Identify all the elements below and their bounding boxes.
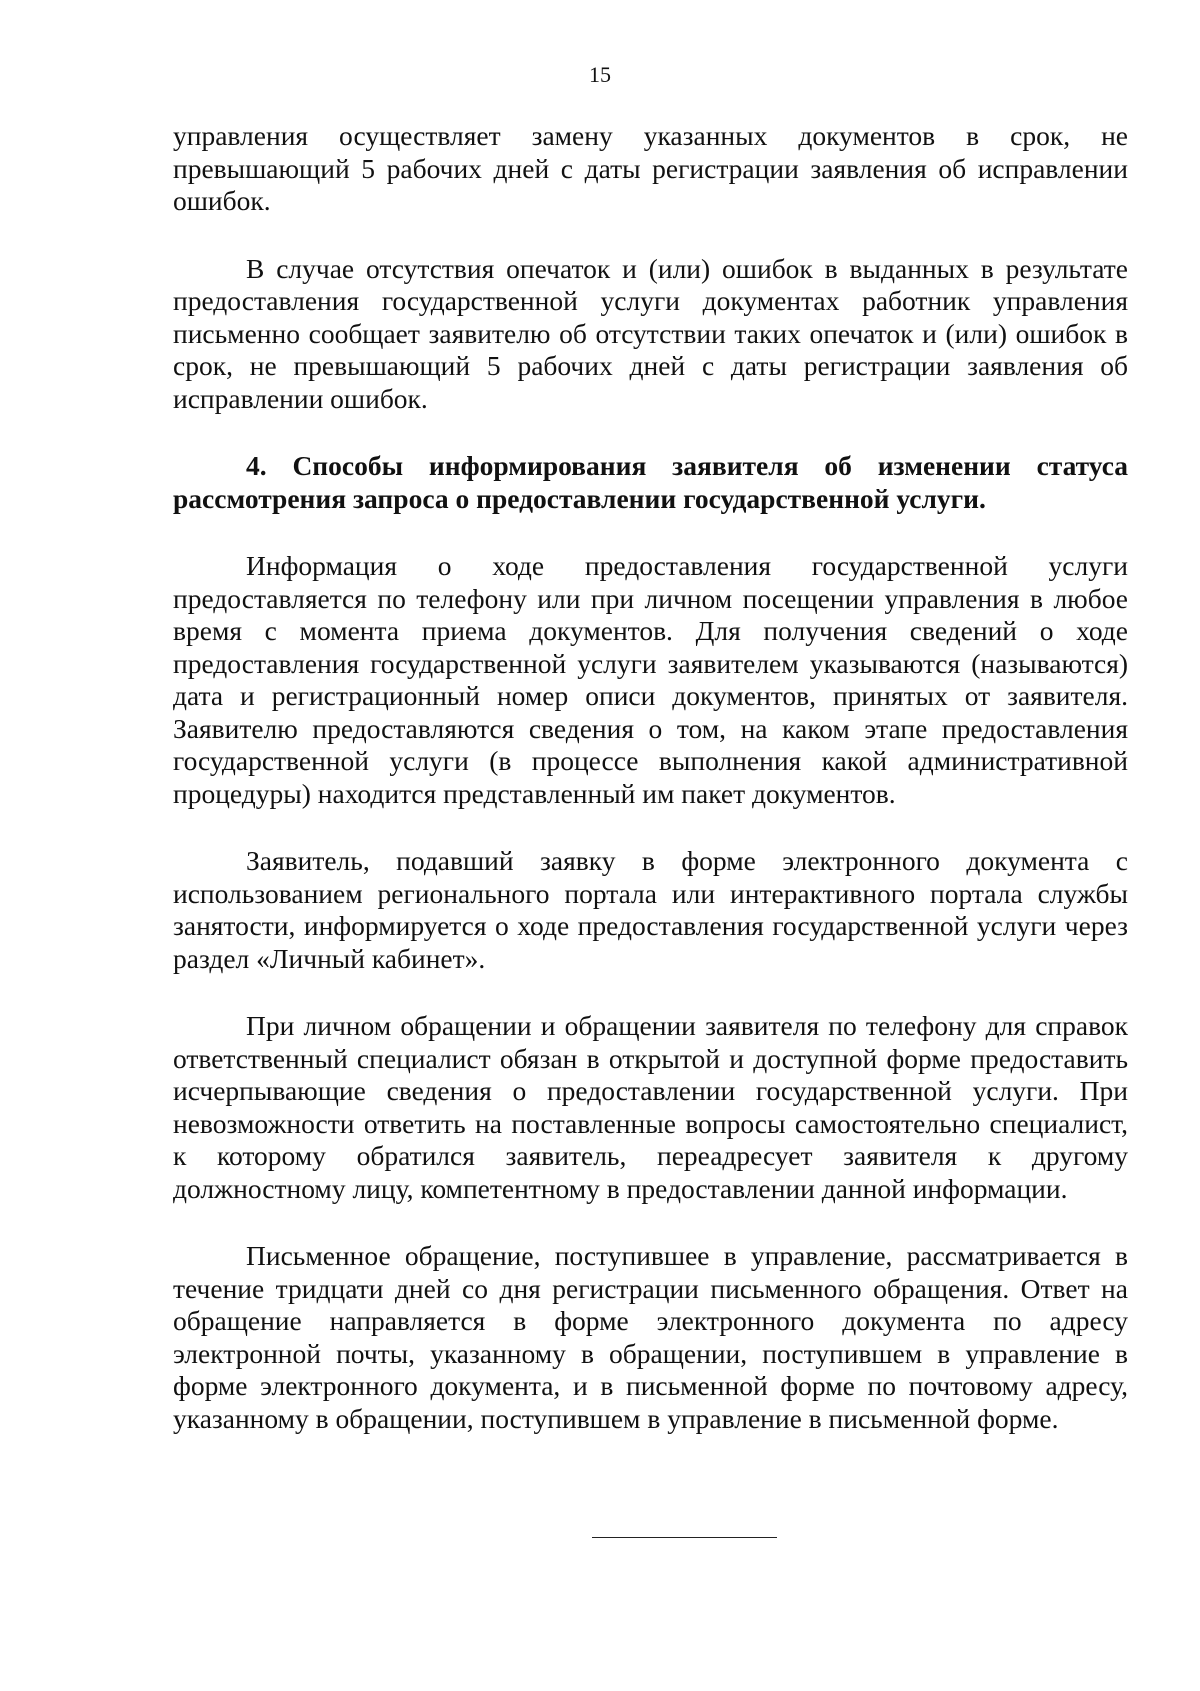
paragraph-personal-appeal: При личном обращении и обращении заявителя по телефону для справок ответственный специалист обязан в открытой и доступной форме предоставить исчерпывающие сведения о предоставлении государственной услуги. При невозможности ответить на поставленные вопросы самостоятельно специалист, к которому обратился заявитель, переадресует заявителя к другому должностному лицу, компетентному в предоставлении данной информации. [173,1010,1128,1204]
paragraph-electronic-applicant: Заявитель, подавший заявку в форме электронного документа с использованием регионального портала или интерактивного портала службы занятости, информируется о ходе предоставления государственной услуги через раздел «Личный кабинет». [173,845,1128,974]
document-body [173,120,1128,1435]
paragraph-information: Информация о ходе предоставления государственной услуги предоставляется по телефону или при личном посещении управления в любое время с момента приема документов. Для получения сведений о ходе предоставления государственной услуги заявителем указываются (называются) дата и регистрационный номер описи документов, принятых от заявителя. Заявителю предоставляются сведения о том, на каком этапе предоставления государственной услуги (в процессе выполнения какой административной процедуры) находится представленный им пакет документов. [173,550,1128,809]
section-heading: 4. Способы информирования заявителя об изменении статуса рассмотрения запроса о предоставлении государственной услуги. [173,450,1128,514]
end-separator-line [592,1537,777,1538]
page-number: 15 [589,62,611,87]
paragraph-written-appeal: Письменное обращение, поступившее в управление, рассматривается в течение тридцати дней со дня регистрации письменного обращения. Ответ на обращение направляется в форме электронного документа по адресу электронной почты, указанному в обращении, поступившем в управление в форме электронного документа, и в письменной форме по почтовому адресу, указанному в обращении, поступившем в управление в письменной форме. [173,1240,1128,1434]
paragraph-continuation: управления осуществляет замену указанных документов в срок, не превышающий 5 рабочих дней с даты регистрации заявления об исправлении ошибок. [173,120,1128,216]
paragraph-no-errors: В случае отсутствия опечаток и (или) ошибок в выданных в результате предоставления государственной услуги документах работник управления письменно сообщает заявителю об отсутствии таких опечаток и (или) ошибок в срок, не превышающий 5 рабочих дней с даты регистрации заявления об исправлении ошибок. [173,252,1128,414]
